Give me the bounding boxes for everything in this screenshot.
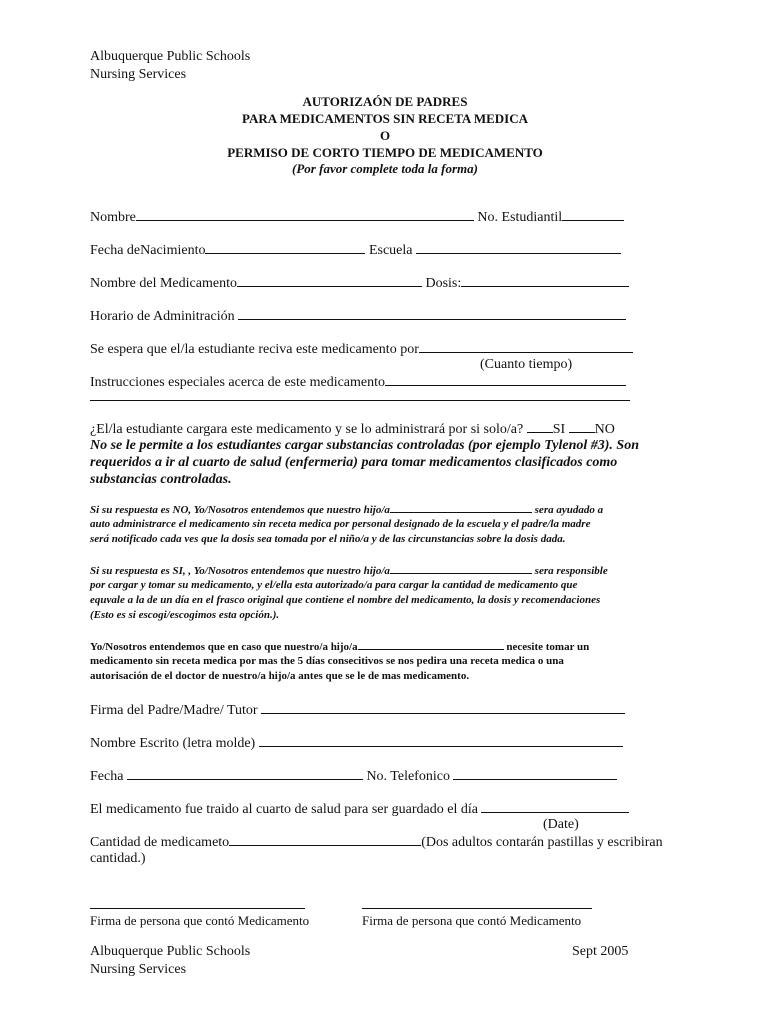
nombre-row xyxy=(90,208,624,226)
firma-padre-label: Firma del Padre/Madre/ Tutor xyxy=(90,703,258,718)
para-five-text-2: necesite tomar un xyxy=(506,641,590,653)
date-caption: (Date) xyxy=(543,817,579,832)
para-five-line-3: autorisación de el doctor de nuestro/a hijo/a antes que se le de mas medicamento. xyxy=(90,670,470,682)
nombre-label: Nombre xyxy=(90,210,136,225)
firma-contó-2-field[interactable] xyxy=(362,908,592,909)
fecha-telefono-row xyxy=(90,767,617,785)
para-no-hijo-field[interactable] xyxy=(390,502,532,513)
question-text: ¿El/la estudiante cargara este medicamento y se lo administrará por si solo/a? xyxy=(90,422,524,437)
para-si-hijo-field[interactable] xyxy=(390,563,532,574)
no-estudiantil-field[interactable] xyxy=(562,208,624,221)
telefono-field[interactable] xyxy=(453,767,617,780)
footer-dept: Nursing Services xyxy=(90,962,187,977)
si-field[interactable] xyxy=(527,420,553,433)
horario-field[interactable] xyxy=(238,307,626,320)
no-estudiantil-label: No. Estudiantil xyxy=(477,210,563,225)
para-no-line-1 xyxy=(90,502,603,518)
escuela-label: Escuela xyxy=(368,243,413,258)
title-line-4: PERMISO DE CORTO TIEMPO DE MEDICAMENTO xyxy=(227,145,543,160)
warning-line-3: substancias controladas. xyxy=(90,472,232,487)
title-subtitle: (Por favor complete toda la forma) xyxy=(292,161,478,176)
medicamento-row xyxy=(90,274,629,292)
firma-padre-row xyxy=(90,701,625,719)
horario-label: Horario de Adminitración xyxy=(90,309,235,324)
para-five-line-1 xyxy=(90,639,589,655)
para-si-line-4: (Esto es si escogi/escogimos esta opción.). xyxy=(90,609,280,621)
horario-row xyxy=(90,307,626,325)
para-no-line-2: auto administrarce el medicamento sin receta medica por personal designado de la escuela y el padre/la madre xyxy=(90,518,591,530)
nombre-medicamento-field[interactable] xyxy=(237,274,422,287)
para-si-line-1 xyxy=(90,563,608,579)
para-si-line-3: equvale a la de un día en el frasco original que contiene el nombre del medicamento, la dosis y recomendaciones xyxy=(90,594,601,606)
firma-contó-1-field[interactable] xyxy=(90,908,305,909)
se-espera-field[interactable] xyxy=(419,340,633,353)
nombre-escrito-label: Nombre Escrito (letra molde) xyxy=(90,736,256,751)
firma-contó-1-label: Firma de persona que contó Medicamento xyxy=(90,913,310,928)
firma-padre-field[interactable] xyxy=(261,701,625,714)
cantidad-label: Cantidad de medicameto xyxy=(90,835,230,850)
para-si-text-1: Si su respuesta es SI, , Yo/Nosotros entendemos que nuestro hijo/a xyxy=(90,565,390,577)
cantidad-field[interactable] xyxy=(229,833,421,846)
nombre-field[interactable] xyxy=(136,208,474,221)
para-five-hijo-field[interactable] xyxy=(358,639,504,650)
nombre-medicamento-label: Nombre del Medicamento xyxy=(90,276,237,291)
no-field[interactable] xyxy=(569,420,595,433)
dosis-label: Dosis: xyxy=(425,276,462,291)
para-no-text-1: Si su respuesta es NO, Yo/Nosotros entendemos que nuestro hijo/a xyxy=(90,504,390,516)
para-no-line-3: será notificado cada ves que la dosis sea tomada por el niño/a y de las circunstancias sobre la dosis dada. xyxy=(90,533,566,545)
fecha-nacimiento-row xyxy=(90,241,621,259)
cuanto-tiempo-label: (Cuanto tiempo) xyxy=(480,357,573,372)
footer-date: Sept 2005 xyxy=(572,944,629,959)
warning-line-1: No se le permite a los estudiantes cargar substancias controladas (por ejemplo Tylenol #3). Son xyxy=(90,438,639,453)
para-five-line-2: medicamento sin receta medica por mas the 5 días consecitivos se nos pedira una receta medica o una xyxy=(90,655,564,667)
telefono-label: No. Telefonico xyxy=(366,769,450,784)
title-line-2: PARA MEDICAMENTOS SIN RECETA MEDICA xyxy=(241,111,529,126)
footer-org: Albuquerque Public Schools xyxy=(90,944,251,959)
header-org: Albuquerque Public Schools xyxy=(90,49,251,64)
para-five-text-1: Yo/Nosotros entendemos que en caso que nuestro/a hijo/a xyxy=(90,641,358,653)
question-row xyxy=(90,420,615,438)
cantidad-note-2: cantidad.) xyxy=(90,851,146,866)
fecha-nacimiento-field[interactable] xyxy=(205,241,365,254)
firma-contó-2-label: Firma de persona que contó Medicamento xyxy=(362,913,582,928)
se-espera-label: Se espera que el/la estudiante reciva este medicamento por xyxy=(90,342,419,357)
fecha-field[interactable] xyxy=(127,767,363,780)
title-line-1: AUTORIZAÓN DE PADRES xyxy=(302,94,468,109)
cantidad-row xyxy=(90,833,663,851)
header-dept: Nursing Services xyxy=(90,67,187,82)
nombre-escrito-row xyxy=(90,734,623,752)
si-label: SI xyxy=(552,422,566,437)
traido-date-field[interactable] xyxy=(481,800,629,813)
instrucciones-row xyxy=(90,373,626,391)
nombre-escrito-field[interactable] xyxy=(259,734,623,747)
instrucciones-field[interactable] xyxy=(385,373,626,386)
warning-line-2: requeridos a ir al cuarto de salud (enfermeria) para tomar medicamentos clasificados como xyxy=(90,455,618,470)
fecha-label: Fecha xyxy=(90,769,124,784)
escuela-field[interactable] xyxy=(416,241,621,254)
traido-label: El medicamento fue traido al cuarto de salud para ser guardado el día xyxy=(90,802,478,817)
instrucciones-extra-line[interactable] xyxy=(90,400,630,401)
para-si-text-2: sera responsible xyxy=(534,565,608,577)
fecha-nacimiento-label: Fecha deNacimiento xyxy=(90,243,206,258)
cantidad-note: (Dos adultos contarán pastillas y escribiran xyxy=(421,835,663,850)
para-no-text-2: sera ayudado a xyxy=(534,504,604,516)
dosis-field[interactable] xyxy=(461,274,629,287)
no-label: NO xyxy=(594,422,615,437)
title-line-3: O xyxy=(379,128,391,143)
para-si-line-2: por cargar y tomar su medicamento, y el/ella esta autorizado/a para cargar la cantidad de medicamento que xyxy=(90,579,578,591)
instrucciones-label: Instrucciones especiales acerca de este medicamento xyxy=(90,375,386,390)
